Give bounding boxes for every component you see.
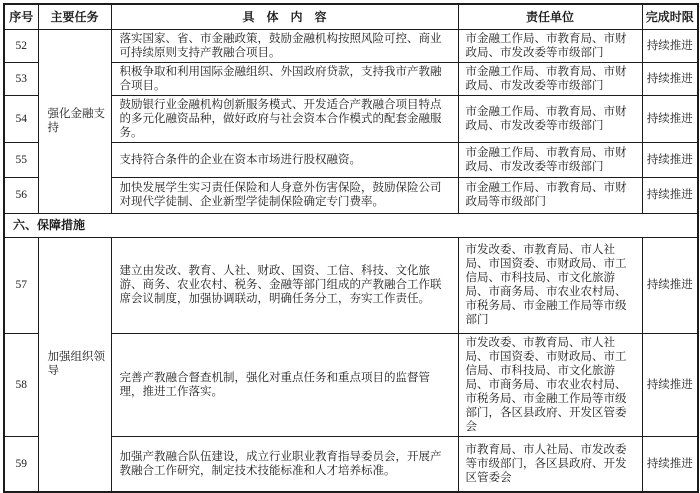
task-group-cell: 加强组织领导 [38,237,111,492]
header-unit: 责任单位 [458,4,642,29]
unit-cell: 市金融工作局、市教育局、市财政局、市发改委等市级部门 [458,95,642,142]
header-deadline: 完成时限 [642,4,698,29]
deadline-cell: 持续推进 [642,436,698,492]
table-header-row [4,4,698,29]
header-content: 具 体 内 容 [111,4,458,29]
serial-cell: 52 [4,29,38,62]
header-task: 主要任务 [38,4,111,29]
unit-cell: 市发改委、市教育局、市人社局、市国资委、市财政局、市工信局、市科技局、市文化旅游局、市商务局、市农业农村局、市税务局、市金融工作局等市级部门 [458,237,642,333]
content-cell: 完善产教融合督查机制，强化对重点任务和重点项目的监督管理，推进工作落实。 [111,333,458,436]
serial-cell: 58 [4,333,38,436]
task-table [3,3,699,493]
deadline-cell: 持续推进 [642,333,698,436]
unit-cell: 市金融工作局、市教育局、市财政局等市级部门 [458,177,642,213]
unit-cell: 市发改委、市教育局、市人社局、市国资委、市财政局、市工信局、市科技局、市文化旅游局、市商务局、市农业农村局、市税务局、市金融工作局等市级部门，各区县政府、开发区管委会 [458,333,642,436]
serial-cell: 56 [4,177,38,213]
deadline-cell: 持续推进 [642,177,698,213]
table-row [4,29,698,62]
unit-cell: 市金融工作局、市教育局、市财政局、市发改委等市级部门 [458,142,642,177]
content-cell: 加快发展学生实习责任保险和人身意外伤害保险，鼓励保险公司对现代学徒制、企业新型学徒制保险确定专门费率。 [111,177,458,213]
content-cell: 建立由发改、教育、人社、财政、国资、工信、科技、文化旅游、商务、农业农村、税务、金融等部门组成的产教融合工作联席会议制度，加强协调联动，明确任务分工，夯实工作责任。 [111,237,458,333]
deadline-cell: 持续推进 [642,95,698,142]
section-header: 六、保障措施 [4,213,698,237]
task-group-cell: 强化金融支持 [38,29,111,213]
deadline-cell: 持续推进 [642,142,698,177]
content-cell: 落实国家、省、市金融政策，鼓励金融机构按照风险可控、商业可持续原则支持产教融合项目。 [111,29,458,62]
content-cell: 鼓励银行业金融机构创新服务模式、开发适合产教融合项目特点的多元化融资品种，做好政府与社会资本合作模式的配套金融服务。 [111,95,458,142]
deadline-cell: 持续推进 [642,62,698,95]
serial-cell: 54 [4,95,38,142]
unit-cell: 市教育局、市人社局、市发改委等市级部门，各区县政府、开发区管委会 [458,436,642,492]
serial-cell: 59 [4,436,38,492]
deadline-cell: 持续推进 [642,29,698,62]
serial-cell: 57 [4,237,38,333]
unit-cell: 市金融工作局、市教育局、市财政局、市发改委等市级部门 [458,62,642,95]
content-cell: 积极争取和利用国际金融组织、外国政府贷款，支持我市产教融合项目。 [111,62,458,95]
serial-cell: 53 [4,62,38,95]
section-header-row [4,213,698,237]
content-cell: 加强产教融合队伍建设，成立行业职业教育指导委员会，开展产教融合工作研究，制定技术技能标准和人才培养标准。 [111,436,458,492]
unit-cell: 市金融工作局、市教育局、市财政局、市发改委等市级部门 [458,29,642,62]
deadline-cell: 持续推进 [642,237,698,333]
header-serial: 序号 [4,4,38,29]
serial-cell: 55 [4,142,38,177]
table-row [4,237,698,333]
content-cell: 支持符合条件的企业在资本市场进行股权融资。 [111,142,458,177]
